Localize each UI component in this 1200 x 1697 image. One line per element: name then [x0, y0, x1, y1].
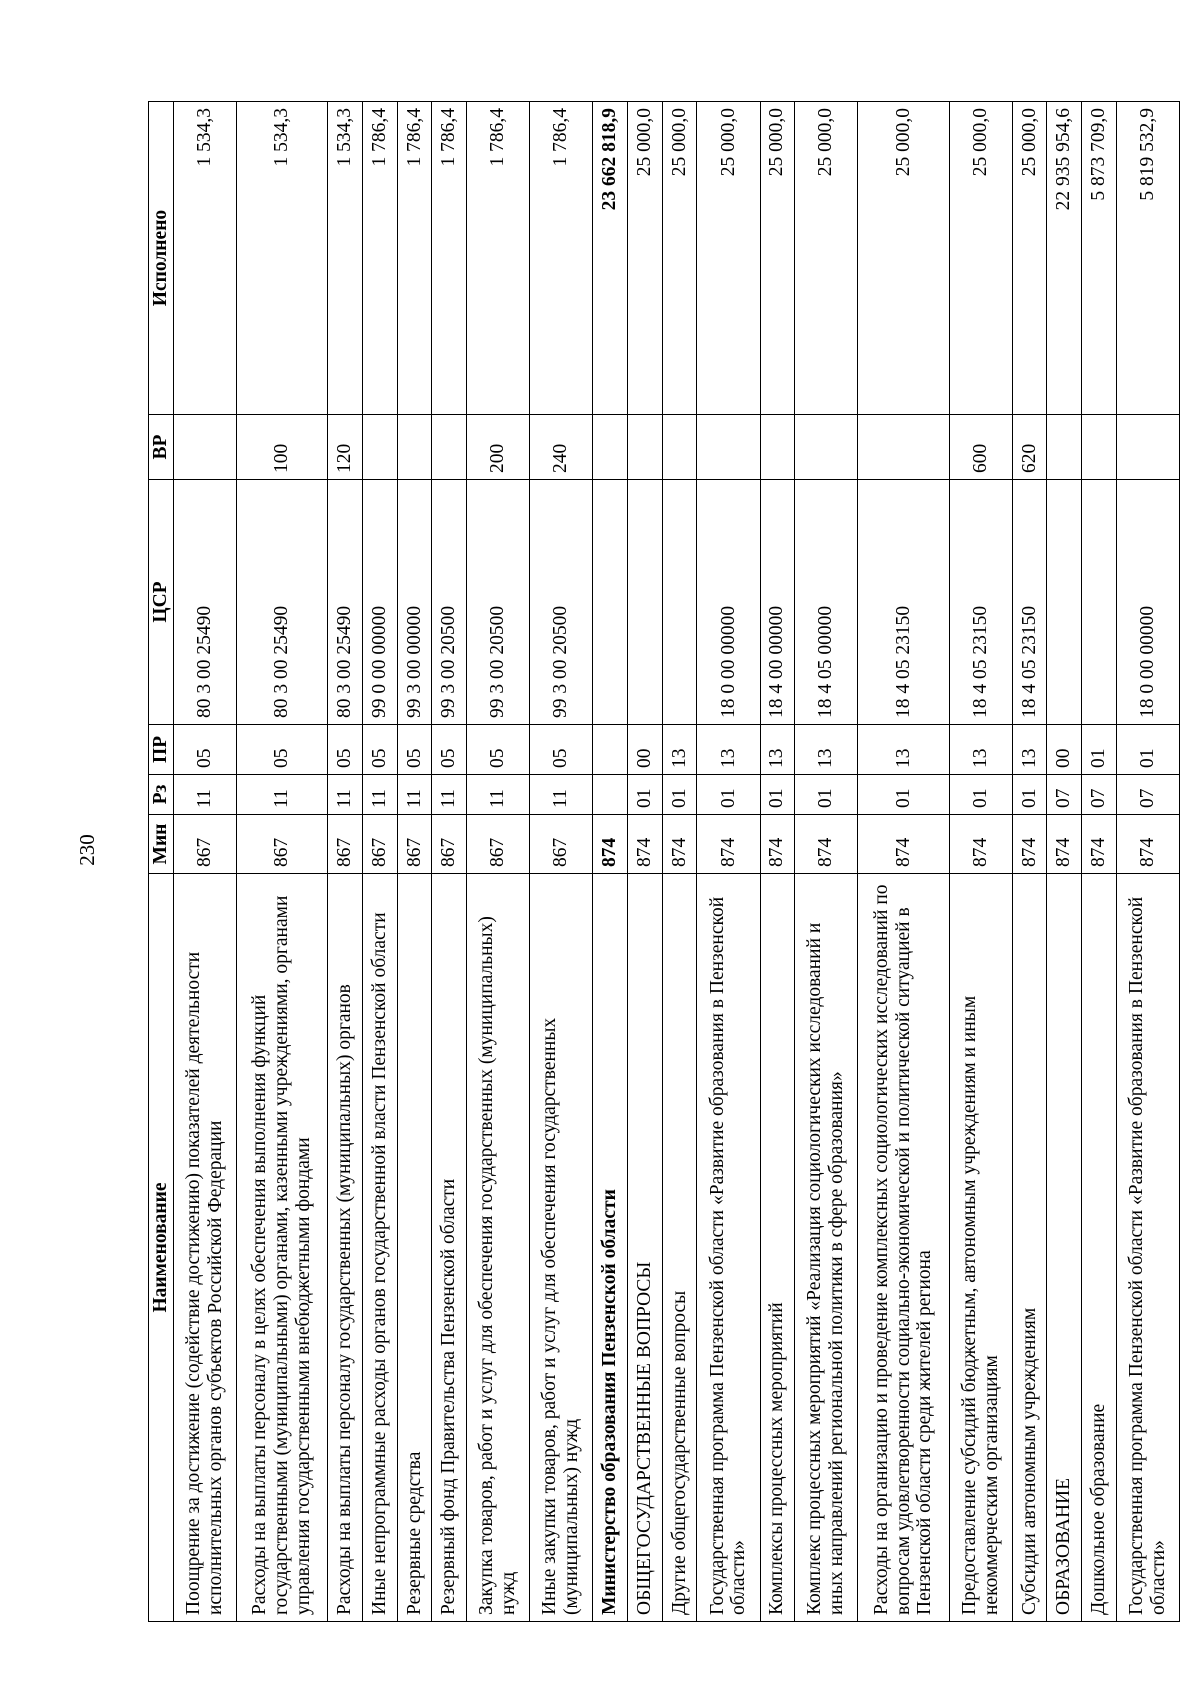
- cell-amount: 1 786,4: [397, 102, 432, 415]
- cell-csr: 99 3 00 20500: [530, 480, 593, 725]
- cell-vr: 120: [328, 415, 363, 480]
- cell-rz: 11: [236, 775, 327, 815]
- cell-name: ОБЩЕГОСУДАРСТВЕННЫЕ ВОПРОСЫ: [627, 874, 662, 1622]
- cell-min: 867: [173, 815, 236, 874]
- page-number: 230: [75, 834, 99, 866]
- cell-vr: [760, 415, 795, 480]
- cell-pr: 13: [949, 725, 1012, 775]
- table-row: [949, 102, 1012, 1622]
- cell-pr: 00: [1047, 725, 1082, 775]
- cell-min: 874: [1116, 815, 1179, 874]
- cell-rz: 01: [795, 775, 858, 815]
- cell-min: 874: [1012, 815, 1047, 874]
- cell-name: Государственная программа Пензенской области «Развитие образования в Пензенской области»: [1116, 874, 1179, 1622]
- header-csr: ЦСР: [149, 480, 174, 725]
- cell-min: 867: [530, 815, 593, 874]
- cell-amount: 25 000,0: [795, 102, 858, 415]
- cell-vr: [593, 415, 628, 480]
- cell-vr: 100: [236, 415, 327, 480]
- cell-vr: 600: [949, 415, 1012, 480]
- cell-pr: 05: [397, 725, 432, 775]
- cell-rz: 07: [1116, 775, 1179, 815]
- header-amount: Исполнено: [149, 102, 174, 415]
- cell-rz: 01: [949, 775, 1012, 815]
- cell-min: 874: [697, 815, 760, 874]
- cell-amount: 25 000,0: [627, 102, 662, 415]
- cell-vr: [627, 415, 662, 480]
- cell-csr: 99 3 00 20500: [467, 480, 530, 725]
- cell-amount: 1 534,3: [328, 102, 363, 415]
- cell-vr: [795, 415, 858, 480]
- table-row: [697, 102, 760, 1622]
- cell-name: Государственная программа Пензенской области «Развитие образования в Пензенской области»: [697, 874, 760, 1622]
- cell-csr: 18 4 05 23150: [949, 480, 1012, 725]
- header-pr: ПР: [149, 725, 174, 775]
- cell-rz: 01: [627, 775, 662, 815]
- cell-amount: 25 000,0: [662, 102, 697, 415]
- cell-name: Субсидии автономным учреждениям: [1012, 874, 1047, 1622]
- table-row: [1047, 102, 1082, 1622]
- cell-rz: 11: [362, 775, 397, 815]
- cell-csr: 18 4 00 00000: [760, 480, 795, 725]
- cell-rz: 11: [467, 775, 530, 815]
- cell-rz: 01: [760, 775, 795, 815]
- cell-min: 867: [432, 815, 467, 874]
- cell-pr: 13: [697, 725, 760, 775]
- cell-csr: [593, 480, 628, 725]
- table-row: [1082, 102, 1117, 1622]
- cell-min: 867: [397, 815, 432, 874]
- cell-pr: [593, 725, 628, 775]
- header-vr: ВР: [149, 415, 174, 480]
- table-row: [795, 102, 858, 1622]
- cell-rz: 11: [432, 775, 467, 815]
- header-rz: Рз: [149, 775, 174, 815]
- cell-min: 867: [467, 815, 530, 874]
- cell-min: 874: [662, 815, 697, 874]
- table-row: [1012, 102, 1047, 1622]
- cell-amount: 1 534,3: [236, 102, 327, 415]
- cell-amount: 25 000,0: [697, 102, 760, 415]
- table-row: [328, 102, 363, 1622]
- cell-rz: 07: [1082, 775, 1117, 815]
- cell-pr: 01: [1116, 725, 1179, 775]
- cell-name: Иные непрограммные расходы органов государственной власти Пензенской области: [362, 874, 397, 1622]
- cell-csr: 18 4 05 00000: [795, 480, 858, 725]
- cell-min: 867: [328, 815, 363, 874]
- header-name: Наименование: [149, 874, 174, 1622]
- table-row: [858, 102, 949, 1622]
- cell-vr: [858, 415, 949, 480]
- cell-min: 874: [795, 815, 858, 874]
- table-row: [627, 102, 662, 1622]
- cell-amount: 25 000,0: [949, 102, 1012, 415]
- cell-min: 874: [949, 815, 1012, 874]
- cell-name: Министерство образования Пензенской области: [593, 874, 628, 1622]
- cell-csr: 99 0 00 00000: [362, 480, 397, 725]
- cell-rz: 01: [858, 775, 949, 815]
- cell-pr: 05: [328, 725, 363, 775]
- cell-min: 874: [593, 815, 628, 874]
- table-row: [760, 102, 795, 1622]
- table-row: [467, 102, 530, 1622]
- cell-pr: 05: [362, 725, 397, 775]
- cell-rz: 01: [662, 775, 697, 815]
- cell-csr: 80 3 00 25490: [328, 480, 363, 725]
- cell-amount: 5 819 532,9: [1116, 102, 1179, 415]
- cell-name: Комплекс процессных мероприятий «Реализация социологических исследований и иных направлений региональной политики в сфере образования»: [795, 874, 858, 1622]
- cell-name: Расходы на выплаты персоналу государственных (муниципальных) органов: [328, 874, 363, 1622]
- cell-amount: 1 786,4: [362, 102, 397, 415]
- cell-pr: 05: [173, 725, 236, 775]
- table-row: [362, 102, 397, 1622]
- cell-amount: 1 786,4: [530, 102, 593, 415]
- cell-pr: 13: [1012, 725, 1047, 775]
- cell-name: Расходы на организацию и проведение комплексных социологических исследований по вопросам удовлетворенности социально-экономической и политической ситуацией в Пензенской области среди жителей региона: [858, 874, 949, 1622]
- cell-name: Поощрение за достижение (содействие достижению) показателей деятельности исполнительных органов субъектов Российской Федерации: [173, 874, 236, 1622]
- cell-vr: [1116, 415, 1179, 480]
- cell-min: 867: [236, 815, 327, 874]
- rotated-table-container: [148, 102, 1180, 1622]
- cell-name: Иные закупки товаров, работ и услуг для обеспечения государственных (муниципальных) нужд: [530, 874, 593, 1622]
- cell-amount: 23 662 818,9: [593, 102, 628, 415]
- cell-vr: 620: [1012, 415, 1047, 480]
- cell-csr: [627, 480, 662, 725]
- cell-pr: 13: [858, 725, 949, 775]
- table-header-row: [149, 102, 174, 1622]
- cell-csr: 18 0 00 00000: [1116, 480, 1179, 725]
- cell-pr: 05: [530, 725, 593, 775]
- cell-name: Резервные средства: [397, 874, 432, 1622]
- cell-rz: 11: [173, 775, 236, 815]
- cell-name: Другие общегосударственные вопросы: [662, 874, 697, 1622]
- cell-csr: [662, 480, 697, 725]
- cell-vr: [362, 415, 397, 480]
- cell-name: Расходы на выплаты персоналу в целях обеспечения выполнения функций государственными (муниципальными) органами, казенными учреждениями, органами управления государственными внебюджетными фондами: [236, 874, 327, 1622]
- cell-rz: 01: [1012, 775, 1047, 815]
- cell-min: 874: [858, 815, 949, 874]
- cell-csr: 18 4 05 23150: [858, 480, 949, 725]
- cell-vr: [1047, 415, 1082, 480]
- cell-amount: 25 000,0: [1012, 102, 1047, 415]
- cell-pr: 00: [627, 725, 662, 775]
- cell-csr: 80 3 00 25490: [236, 480, 327, 725]
- cell-pr: 13: [760, 725, 795, 775]
- table-row: [530, 102, 593, 1622]
- table-row: [397, 102, 432, 1622]
- header-min: Мин: [149, 815, 174, 874]
- cell-name: ОБРАЗОВАНИЕ: [1047, 874, 1082, 1622]
- cell-name: Резервный фонд Правительства Пензенской области: [432, 874, 467, 1622]
- cell-rz: 11: [530, 775, 593, 815]
- cell-vr: 200: [467, 415, 530, 480]
- cell-vr: [662, 415, 697, 480]
- cell-name: Дошкольное образование: [1082, 874, 1117, 1622]
- cell-rz: 01: [697, 775, 760, 815]
- cell-csr: 99 3 00 00000: [397, 480, 432, 725]
- cell-name: Предоставление субсидий бюджетным, автономным учреждениям и иным некоммерческим организациям: [949, 874, 1012, 1622]
- table-row: [236, 102, 327, 1622]
- table-row: [432, 102, 467, 1622]
- cell-csr: [1082, 480, 1117, 725]
- cell-vr: 240: [530, 415, 593, 480]
- cell-rz: 11: [328, 775, 363, 815]
- cell-pr: 05: [236, 725, 327, 775]
- table-row: [173, 102, 236, 1622]
- cell-rz: 11: [397, 775, 432, 815]
- cell-pr: 01: [1082, 725, 1117, 775]
- cell-amount: 25 000,0: [760, 102, 795, 415]
- cell-name: Закупка товаров, работ и услуг для обеспечения государственных (муниципальных) нужд: [467, 874, 530, 1622]
- cell-csr: 80 3 00 25490: [173, 480, 236, 725]
- cell-amount: 5 873 709,0: [1082, 102, 1117, 415]
- cell-min: 867: [362, 815, 397, 874]
- table-row: [662, 102, 697, 1622]
- cell-min: 874: [1082, 815, 1117, 874]
- budget-table: [148, 101, 1180, 1622]
- cell-pr: 05: [432, 725, 467, 775]
- cell-name: Комплексы процессных мероприятий: [760, 874, 795, 1622]
- cell-vr: [1082, 415, 1117, 480]
- cell-vr: [397, 415, 432, 480]
- cell-rz: 07: [1047, 775, 1082, 815]
- cell-amount: 1 786,4: [467, 102, 530, 415]
- cell-vr: [432, 415, 467, 480]
- cell-min: 874: [760, 815, 795, 874]
- cell-csr: 18 0 00 00000: [697, 480, 760, 725]
- cell-pr: 05: [467, 725, 530, 775]
- cell-rz: [593, 775, 628, 815]
- cell-vr: [697, 415, 760, 480]
- cell-pr: 13: [662, 725, 697, 775]
- cell-amount: 22 935 954,6: [1047, 102, 1082, 415]
- cell-min: 874: [1047, 815, 1082, 874]
- cell-amount: 25 000,0: [858, 102, 949, 415]
- cell-vr: [173, 415, 236, 480]
- table-row: [1116, 102, 1179, 1622]
- cell-amount: 1 534,3: [173, 102, 236, 415]
- cell-csr: 18 4 05 23150: [1012, 480, 1047, 725]
- cell-pr: 13: [795, 725, 858, 775]
- table-row: [593, 102, 628, 1622]
- cell-csr: 99 3 00 20500: [432, 480, 467, 725]
- cell-min: 874: [627, 815, 662, 874]
- cell-amount: 1 786,4: [432, 102, 467, 415]
- cell-csr: [1047, 480, 1082, 725]
